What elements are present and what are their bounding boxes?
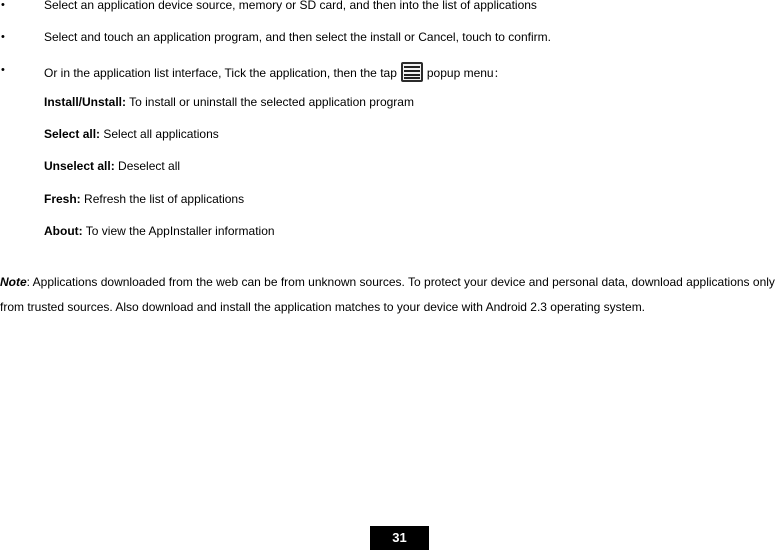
bullet-glyph: • [1, 31, 5, 43]
bullet-text: Select an application device source, memory or SD card, and then into the list of applications [44, 0, 537, 12]
definition-term: Fresh: [44, 192, 81, 206]
bullet-text: Select and touch an application program, and then select the install or Cancel, touch to confirm. [44, 30, 551, 44]
definition-term: Install/Unstall: [44, 95, 127, 109]
menu-definition [44, 126, 219, 142]
bullet-glyph: • [1, 0, 5, 11]
definition-desc: Deselect all [114, 159, 181, 173]
menu-definition [44, 94, 414, 110]
bullet-text [44, 62, 506, 82]
definition-desc: To install or uninstall the selected application program [126, 95, 414, 109]
menu-definition [44, 191, 244, 207]
menu-definition [44, 223, 275, 239]
definition-term: About: [44, 224, 83, 238]
definition-desc: Refresh the list of applications [80, 192, 245, 206]
page-number: 31 [370, 526, 429, 550]
bullet-text-after: popup menu： [426, 66, 506, 80]
definition-term: Unselect all: [44, 159, 115, 173]
note-paragraph [0, 270, 778, 320]
bullet-text-before: Or in the application list interface, Tick the application, then the tap [44, 66, 397, 80]
menu-definition [44, 158, 180, 174]
definition-desc: Select all applications [100, 127, 219, 141]
menu-list-icon [401, 62, 423, 82]
note-label: Note [0, 275, 27, 289]
definition-term: Select all: [44, 127, 101, 141]
bullet-glyph: • [1, 64, 5, 76]
definition-desc: To view the AppInstaller information [82, 224, 275, 238]
note-text: : Applications downloaded from the web can be from unknown sources. To protect your device and personal data, download applications only from trusted sources. Also download and install the application matches to your device with Android 2.3 operating system. [0, 275, 775, 314]
